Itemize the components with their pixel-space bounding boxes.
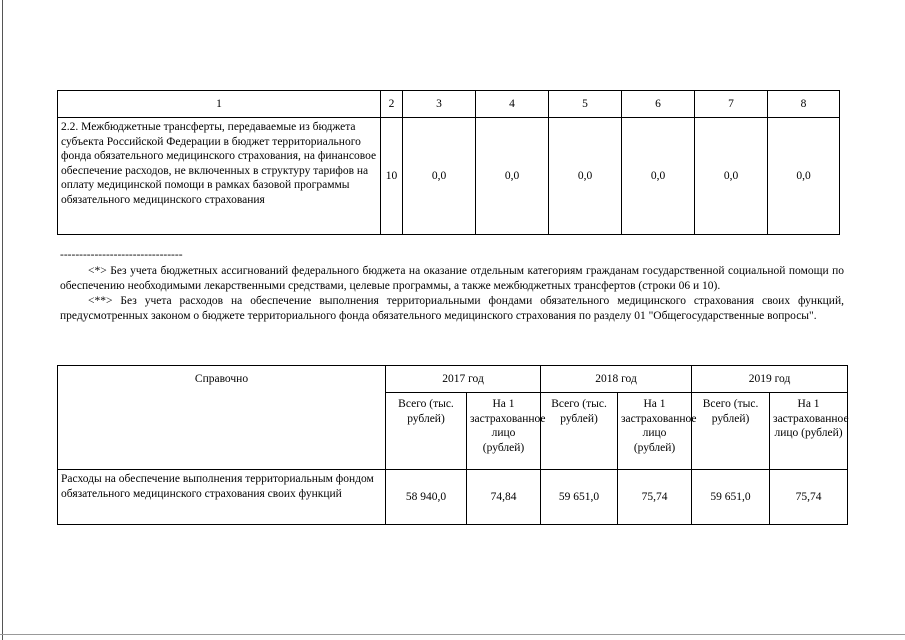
col-total-header: Всего (тыс. рублей) — [692, 393, 770, 470]
footnotes — [60, 248, 844, 324]
row-value: 75,74 — [770, 470, 848, 525]
col-per-person-header: На 1 застрахованное лицо (рублей) — [618, 393, 692, 470]
row-line-number: 10 — [381, 118, 403, 235]
footnote-separator: -------------------------------- — [60, 249, 183, 261]
row-value: 0,0 — [622, 118, 695, 235]
footnote-2: <**> Без учета расходов на обеспечение выполнения территориальными фондами обязательного медицинского страхования своих функций, предусмотренных законом о бюджете территориального фонда обязательного медицинского страхования по разделу 01 "Общегосударственные вопросы". — [60, 295, 844, 322]
row-value: 59 651,0 — [541, 470, 618, 525]
col-number: 5 — [549, 91, 622, 118]
col-number: 1 — [58, 91, 381, 118]
row-value: 0,0 — [695, 118, 768, 235]
footnote-1: <*> Без учета бюджетных ассигнований федерального бюджета на оказание отдельным категориям гражданам государственной социальной помощи по обеспечению необходимыми лекарственными средствами, целевые программы, а также межбюджетных трансфертов (строки 06 и 10). — [60, 265, 844, 292]
col-number: 4 — [476, 91, 549, 118]
row-value: 0,0 — [403, 118, 476, 235]
col-number: 3 — [403, 91, 476, 118]
reference-label: Справочно — [58, 366, 386, 470]
table-row — [58, 118, 840, 235]
row-value: 75,74 — [618, 470, 692, 525]
row-value: 74,84 — [467, 470, 541, 525]
row-value: 58 940,0 — [386, 470, 467, 525]
col-number: 8 — [768, 91, 840, 118]
col-number: 6 — [622, 91, 695, 118]
transfers-table — [57, 90, 840, 235]
year-header: 2019 год — [692, 366, 848, 393]
row-value: 0,0 — [476, 118, 549, 235]
col-total-header: Всего (тыс. рублей) — [541, 393, 618, 470]
row-value: 0,0 — [549, 118, 622, 235]
page-bottom-edge — [0, 634, 905, 635]
row-description: Расходы на обеспечение выполнения территориальным фондом обязательного медицинского страхования своих функций — [58, 470, 386, 525]
row-description: 2.2. Межбюджетные трансферты, передаваемые из бюджета субъекта Российской Федерации в бюджет территориального фонда обязательного медицинского страхования, на финансовое обеспечение расходов, не включенных в структуру тарифов на оплату медицинской помощи в рамках базовой программы обязательного медицинского страхования — [58, 118, 381, 235]
col-per-person-header: На 1 застрахованное лицо (рублей) — [467, 393, 541, 470]
page-left-edge — [2, 0, 3, 640]
row-value: 59 651,0 — [692, 470, 770, 525]
col-total-header: Всего (тыс. рублей) — [386, 393, 467, 470]
year-header: 2017 год — [386, 366, 541, 393]
row-value: 0,0 — [768, 118, 840, 235]
reference-table — [57, 365, 848, 525]
column-number-row — [58, 91, 840, 118]
col-number: 7 — [695, 91, 768, 118]
table-row — [58, 470, 848, 525]
year-header: 2018 год — [541, 366, 692, 393]
col-per-person-header: На 1 застрахованное лицо (рублей) — [770, 393, 848, 470]
year-header-row — [58, 366, 848, 393]
col-number: 2 — [381, 91, 403, 118]
